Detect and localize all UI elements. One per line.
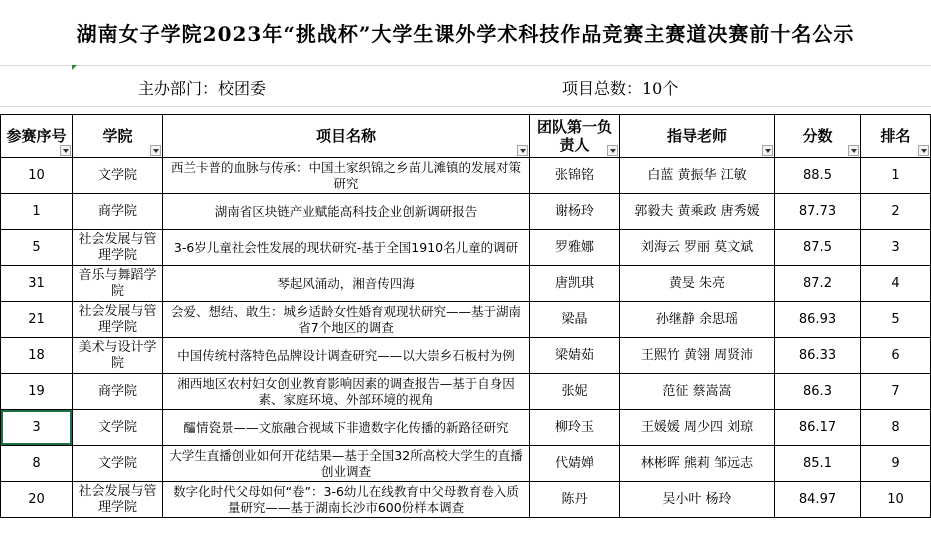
cell-seq[interactable]: 10 bbox=[1, 158, 73, 194]
table-row bbox=[1, 446, 931, 482]
cell-college[interactable]: 社会发展与管理学院 bbox=[73, 302, 163, 338]
cell-advisor[interactable]: 范征 蔡嵩嵩 bbox=[620, 374, 775, 410]
cell-project[interactable]: 琴起风涌动，湘音传四海 bbox=[163, 266, 530, 302]
cell-college[interactable]: 文学院 bbox=[73, 446, 163, 482]
cell-score[interactable]: 85.1 bbox=[775, 446, 861, 482]
header-seq[interactable] bbox=[1, 115, 73, 158]
header-label: 参赛序号 bbox=[6, 127, 67, 145]
cell-seq[interactable] bbox=[1, 410, 73, 446]
cell-advisor[interactable]: 孙继静 余思瑶 bbox=[620, 302, 775, 338]
cell-rank[interactable]: 9 bbox=[861, 446, 931, 482]
cell-leader[interactable]: 梁晶 bbox=[530, 302, 620, 338]
cell-leader[interactable]: 谢杨玲 bbox=[530, 194, 620, 230]
cell-college[interactable]: 商学院 bbox=[73, 374, 163, 410]
cell-leader[interactable]: 张妮 bbox=[530, 374, 620, 410]
cell-marker-icon bbox=[72, 65, 77, 70]
filter-dropdown-icon[interactable] bbox=[848, 145, 859, 156]
cell-seq[interactable]: 5 bbox=[1, 230, 73, 266]
header-label: 排名 bbox=[880, 127, 911, 145]
cell-advisor[interactable]: 王熙竹 黄翎 周贤沛 bbox=[620, 338, 775, 374]
cell-advisor[interactable]: 白蓝 黄振华 江敏 bbox=[620, 158, 775, 194]
cell-rank[interactable]: 10 bbox=[861, 482, 931, 518]
cell-project[interactable]: 中国传统村落特色品牌设计调查研究——以大崇乡石板村为例 bbox=[163, 338, 530, 374]
cell-seq[interactable]: 31 bbox=[1, 266, 73, 302]
table-row bbox=[1, 482, 931, 518]
filter-dropdown-icon[interactable] bbox=[150, 145, 161, 156]
header-row bbox=[1, 115, 931, 158]
cell-score[interactable]: 84.97 bbox=[775, 482, 861, 518]
row-divider bbox=[0, 106, 931, 107]
header-project[interactable] bbox=[163, 115, 530, 158]
cell-college[interactable]: 社会发展与管理学院 bbox=[73, 482, 163, 518]
cell-project[interactable]: 3-6岁儿童社会性发展的现状研究-基于全国1910名儿童的调研 bbox=[163, 230, 530, 266]
filter-dropdown-icon[interactable] bbox=[607, 145, 618, 156]
cell-advisor[interactable]: 吴小叶 杨玲 bbox=[620, 482, 775, 518]
cell-seq[interactable]: 19 bbox=[1, 374, 73, 410]
cell-advisor[interactable]: 林彬晖 熊莉 邹远志 bbox=[620, 446, 775, 482]
header-label: 学院 bbox=[102, 127, 133, 145]
cell-project[interactable]: 湘西地区农村妇女创业教育影响因素的调查报告—基于自身因素、家庭环境、外部环境的视角 bbox=[163, 374, 530, 410]
cell-project[interactable]: 大学生直播创业如何开花结果—基于全国32所高校大学生的直播创业调查 bbox=[163, 446, 530, 482]
cell-college[interactable]: 文学院 bbox=[73, 158, 163, 194]
table-row bbox=[1, 338, 931, 374]
cell-score[interactable]: 87.2 bbox=[775, 266, 861, 302]
cell-seq[interactable]: 21 bbox=[1, 302, 73, 338]
cell-score[interactable]: 86.3 bbox=[775, 374, 861, 410]
cell-college[interactable]: 文学院 bbox=[73, 410, 163, 446]
results-table bbox=[0, 114, 931, 518]
header-college[interactable] bbox=[73, 115, 163, 158]
cell-project[interactable]: 醽情瓷景——文旅融合视域下非遗数字化传播的新路径研究 bbox=[163, 410, 530, 446]
cell-college[interactable]: 商学院 bbox=[73, 194, 163, 230]
filter-dropdown-icon[interactable] bbox=[60, 145, 71, 156]
header-label: 分数 bbox=[802, 127, 833, 145]
cell-seq[interactable]: 8 bbox=[1, 446, 73, 482]
sheet-title[interactable]: 湖南女子学院2023年“挑战杯”大学生课外学术科技作品竞赛主赛道决赛前十名公示 bbox=[0, 0, 931, 66]
cell-advisor[interactable]: 刘海云 罗丽 莫文斌 bbox=[620, 230, 775, 266]
cell-rank[interactable]: 8 bbox=[861, 410, 931, 446]
cell-college[interactable]: 社会发展与管理学院 bbox=[73, 230, 163, 266]
table-row bbox=[1, 230, 931, 266]
cell-score[interactable]: 86.17 bbox=[775, 410, 861, 446]
cell-rank[interactable]: 3 bbox=[861, 230, 931, 266]
cell-rank[interactable]: 5 bbox=[861, 302, 931, 338]
cell-rank[interactable]: 2 bbox=[861, 194, 931, 230]
header-advisor[interactable] bbox=[620, 115, 775, 158]
cell-seq[interactable]: 18 bbox=[1, 338, 73, 374]
cell-rank[interactable]: 4 bbox=[861, 266, 931, 302]
filter-dropdown-icon[interactable] bbox=[762, 145, 773, 156]
cell-project[interactable]: 数字化时代父母如何“卷”：3-6幼儿在线教育中父母教育卷入质量研究——基于湖南长沙市600份样本调查 bbox=[163, 482, 530, 518]
cell-score[interactable]: 86.33 bbox=[775, 338, 861, 374]
cell-leader[interactable]: 梁婧茹 bbox=[530, 338, 620, 374]
cell-project[interactable]: 会爱、想结、敢生：城乡适龄女性婚育观现状研究——基于湖南省7个地区的调查 bbox=[163, 302, 530, 338]
cell-leader[interactable]: 唐凯琪 bbox=[530, 266, 620, 302]
table-row bbox=[1, 374, 931, 410]
organizer-label[interactable]: 主办部门：校团委 bbox=[138, 79, 267, 98]
cell-leader[interactable]: 陈丹 bbox=[530, 482, 620, 518]
cell-advisor[interactable]: 黄旻 朱亮 bbox=[620, 266, 775, 302]
table-row bbox=[1, 410, 931, 446]
cell-rank[interactable]: 7 bbox=[861, 374, 931, 410]
cell-rank[interactable]: 1 bbox=[861, 158, 931, 194]
cell-leader[interactable]: 代婧婵 bbox=[530, 446, 620, 482]
cell-project[interactable]: 西兰卡普的血脉与传承：中国土家织锦之乡苗儿滩镇的发展对策研究 bbox=[163, 158, 530, 194]
cell-leader[interactable]: 柳玲玉 bbox=[530, 410, 620, 446]
header-score[interactable] bbox=[775, 115, 861, 158]
cell-advisor[interactable]: 郭毅夫 黄乘政 唐秀媛 bbox=[620, 194, 775, 230]
cell-college[interactable]: 美术与设计学院 bbox=[73, 338, 163, 374]
cell-score[interactable]: 87.5 bbox=[775, 230, 861, 266]
cell-project[interactable]: 湖南省区块链产业赋能高科技企业创新调研报告 bbox=[163, 194, 530, 230]
cell-college[interactable]: 音乐与舞蹈学院 bbox=[73, 266, 163, 302]
filter-dropdown-icon[interactable] bbox=[918, 145, 929, 156]
header-rank[interactable] bbox=[861, 115, 931, 158]
cell-score[interactable]: 88.5 bbox=[775, 158, 861, 194]
cell-advisor[interactable]: 王媛媛 周少四 刘琼 bbox=[620, 410, 775, 446]
cell-leader[interactable]: 张锦铭 bbox=[530, 158, 620, 194]
cell-score[interactable]: 87.73 bbox=[775, 194, 861, 230]
filter-dropdown-icon[interactable] bbox=[517, 145, 528, 156]
header-label: 团队第一负责人 bbox=[536, 118, 612, 154]
header-label: 项目名称 bbox=[315, 127, 376, 145]
table-row bbox=[1, 266, 931, 302]
table-row bbox=[1, 194, 931, 230]
header-label: 指导老师 bbox=[666, 127, 727, 145]
cell-seq[interactable]: 20 bbox=[1, 482, 73, 518]
cell-seq[interactable]: 1 bbox=[1, 194, 73, 230]
cell-rank[interactable]: 6 bbox=[861, 338, 931, 374]
cell-value: 3 bbox=[32, 419, 41, 435]
header-leader[interactable] bbox=[530, 115, 620, 158]
cell-score[interactable]: 86.93 bbox=[775, 302, 861, 338]
cell-leader[interactable]: 罗雅娜 bbox=[530, 230, 620, 266]
table-row bbox=[1, 302, 931, 338]
project-total-label[interactable]: 项目总数：10个 bbox=[562, 79, 679, 98]
table-row bbox=[1, 158, 931, 194]
